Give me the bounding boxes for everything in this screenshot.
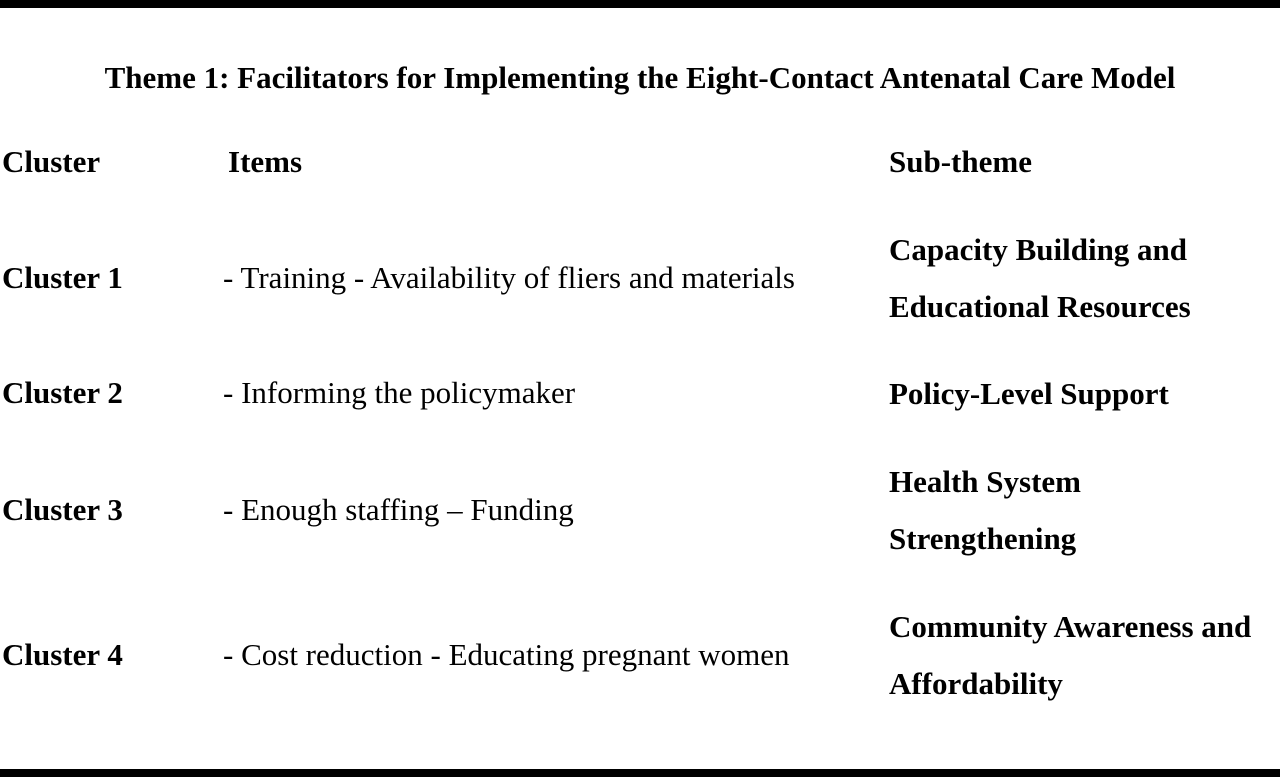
- row-3-subtheme: [889, 453, 1081, 567]
- row-2-items: - Informing the policymaker: [223, 375, 576, 410]
- row-4-cluster: Cluster 4: [2, 637, 123, 672]
- row-2-subtheme: [889, 365, 1169, 422]
- header-items: Items: [228, 144, 303, 179]
- row-4-items: - Cost reduction - Educating pregnant women: [223, 637, 790, 672]
- row-4-subtheme-line-1: Community Awareness and: [889, 609, 1252, 644]
- row-3-items: - Enough staffing – Funding: [223, 492, 574, 527]
- table-title: Theme 1: Facilitators for Implementing the Eight-Contact Antenatal Care Model: [104, 60, 1176, 95]
- header-cluster: Cluster: [2, 144, 101, 179]
- row-1-subtheme-line-1: Capacity Building and: [889, 232, 1188, 267]
- row-3-subtheme-line-1: Health System: [889, 464, 1082, 499]
- row-3-subtheme-line-2: Strengthening: [889, 521, 1077, 556]
- row-2-subtheme-line-1: Policy-Level Support: [889, 376, 1169, 411]
- row-1-subtheme: [889, 221, 1191, 335]
- row-1-cluster: Cluster 1: [2, 260, 123, 295]
- row-2-cluster: Cluster 2: [2, 375, 123, 410]
- row-3-cluster: Cluster 3: [2, 492, 123, 527]
- row-4-subtheme-line-2: Affordability: [889, 666, 1063, 701]
- header-subtheme: Sub-theme: [889, 144, 1032, 179]
- row-1-items: - Training - Availability of fliers and materials: [223, 260, 795, 295]
- bottom-rule: [0, 769, 1280, 777]
- row-1-subtheme-line-2: Educational Resources: [889, 289, 1191, 324]
- row-4-subtheme: [889, 598, 1251, 712]
- top-rule: [0, 0, 1280, 8]
